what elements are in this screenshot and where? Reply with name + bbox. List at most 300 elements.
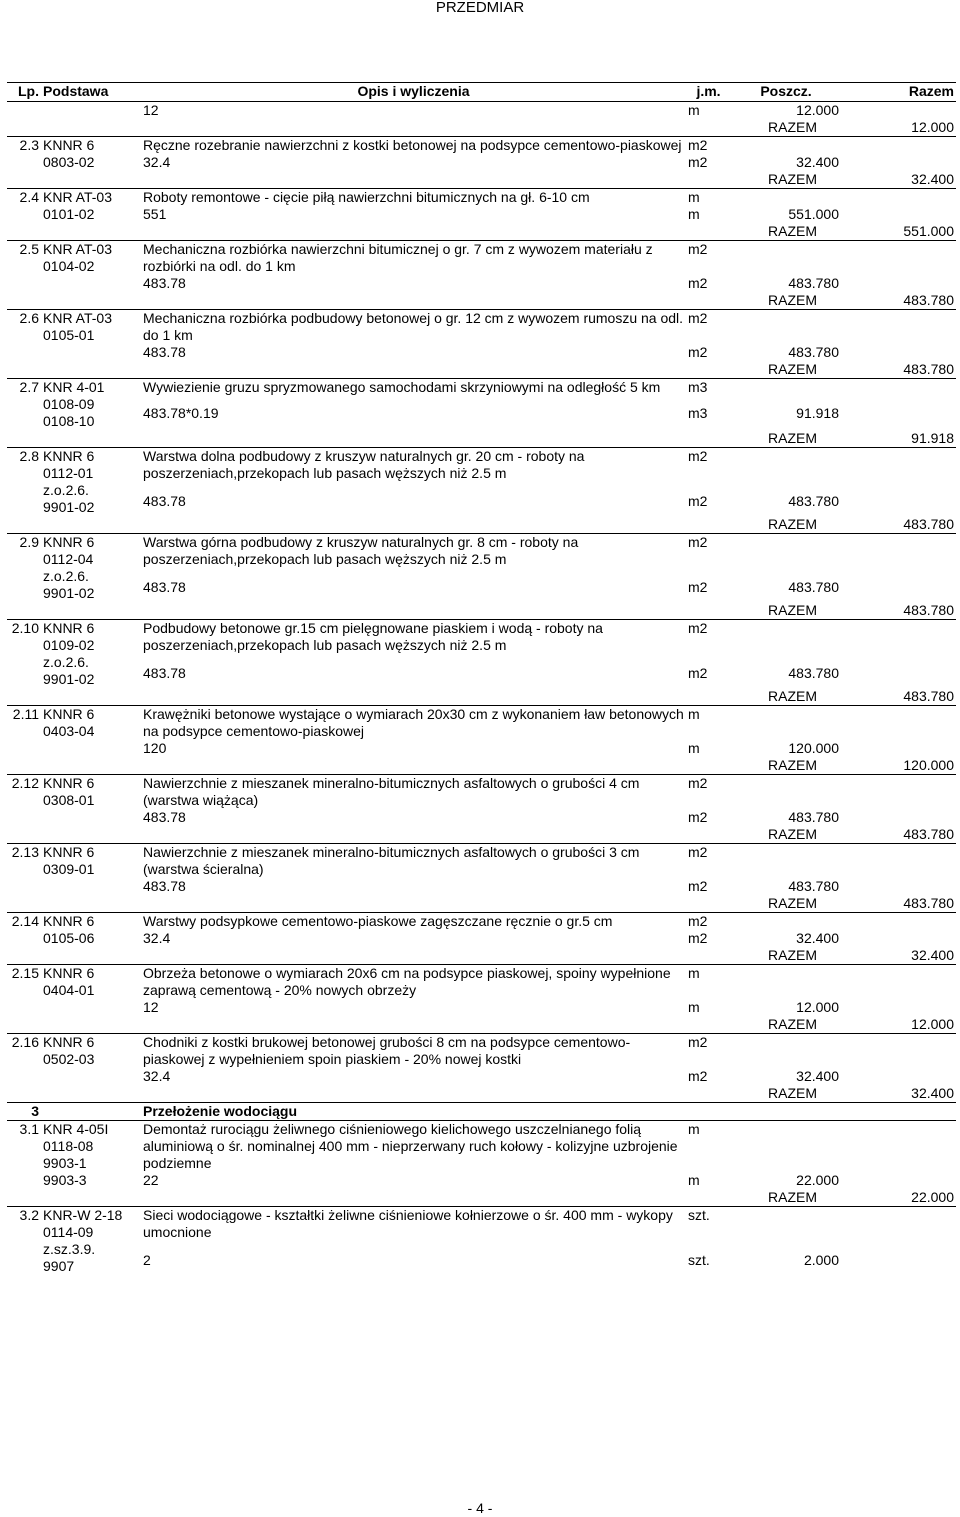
- empty-cell: [731, 1034, 841, 1069]
- razem-row: [7, 1085, 956, 1103]
- empty-cell: [841, 137, 956, 155]
- calc-value: 12.000: [796, 999, 839, 1015]
- empty-cell: [841, 878, 956, 895]
- razem-label: RAZEM: [768, 119, 817, 135]
- empty-cell: [7, 579, 41, 602]
- item-description: Obrzeża betonowe o wymiarach 20x6 cm na podsypce piaskowej, spoiny wypełnione zaprawą cementową - 20% nowych obrzeży: [141, 965, 686, 1000]
- empty-cell: [841, 1207, 956, 1253]
- item-description: Mechaniczna rozbiórka nawierzchni bitumicznej o gr. 7 cm z wywozem materiału z rozbiórki na odl. do 1 km: [141, 241, 686, 276]
- razem-label: RAZEM: [768, 223, 817, 239]
- calc-expression: 483.78: [143, 809, 186, 825]
- przedmiar-table: [7, 82, 956, 1275]
- podstawa-line: 0308-01: [43, 792, 95, 808]
- razem-row: [7, 516, 956, 534]
- empty-cell: [7, 665, 41, 688]
- item-lp: 2.14: [7, 913, 41, 931]
- item-lp: 2.5: [7, 241, 41, 276]
- item-calc-row: [7, 1252, 956, 1275]
- razem-label: RAZEM: [768, 688, 817, 704]
- item-row: [7, 1207, 956, 1253]
- podstawa-line: 9901-02: [43, 499, 95, 515]
- item-podstawa: [41, 706, 141, 758]
- item-calc-row: [7, 1068, 956, 1085]
- page-number: - 4 -: [467, 1500, 493, 1516]
- item-podstawa: [41, 241, 141, 293]
- empty-cell: [841, 620, 956, 666]
- item-podstawa: [41, 965, 141, 1017]
- item-calc-row: [7, 930, 956, 947]
- podstawa-line: 9907: [43, 1258, 75, 1274]
- item-jm: m2: [686, 775, 731, 810]
- podstawa-line: 0502-03: [43, 1051, 95, 1067]
- razem-value: 91.918: [911, 430, 954, 446]
- razem-row: [7, 171, 956, 189]
- item-podstawa: [41, 620, 141, 689]
- podstawa-line: 0109-02: [43, 637, 95, 653]
- item-calc-row: [7, 206, 956, 223]
- calc-expression: 483.78: [143, 344, 186, 360]
- empty-cell: [41, 1103, 141, 1121]
- podstawa-line: KNR 4-05I: [43, 1121, 109, 1137]
- razem-label: RAZEM: [768, 947, 817, 963]
- item-podstawa: [41, 913, 141, 948]
- item-description: Chodniki z kostki brukowej betonowej grubości 8 cm na podsypce cementowo-piaskowej z wypełnieniem spoin piaskiem - 20% nowej kostki: [141, 1034, 686, 1069]
- empty-cell: [7, 1252, 41, 1275]
- razem-label: RAZEM: [768, 292, 817, 308]
- calc-unit: m: [688, 740, 700, 756]
- empty-cell: [841, 1252, 956, 1275]
- calc-unit: m2: [688, 275, 708, 291]
- item-lp: 3.2: [7, 1207, 41, 1253]
- calc-expression: 32.4: [143, 1068, 171, 1084]
- col-lp: Lp.: [7, 83, 41, 102]
- item-calc-row: [7, 878, 956, 895]
- calc-value: 551.000: [788, 206, 839, 222]
- razem-label: RAZEM: [768, 826, 817, 842]
- item-podstawa: [41, 775, 141, 827]
- item-row: [7, 137, 956, 155]
- empty-cell: [841, 1034, 956, 1069]
- empty-cell: [731, 1207, 841, 1253]
- podstawa-line: z.o.2.6.: [43, 482, 89, 498]
- item-podstawa: [41, 1121, 141, 1190]
- razem-label: RAZEM: [768, 1016, 817, 1032]
- col-opis: Opis i wyliczenia: [141, 83, 686, 102]
- razem-row: [7, 1189, 956, 1207]
- item-jm: m3: [686, 379, 731, 405]
- empty-cell: [731, 310, 841, 345]
- item-description: Podbudowy betonowe gr.15 cm pielęgnowane piaskiem i wodą - roboty na poszerzeniach,przekopach lub pasach węższych niż 2.5 m: [141, 620, 686, 666]
- calc-unit: szt.: [688, 1252, 710, 1269]
- item-jm: m: [686, 1121, 731, 1173]
- empty-cell: [841, 534, 956, 580]
- podstawa-line: KNNR 6: [43, 534, 95, 550]
- section-title: Przełożenie wodociągu: [141, 1103, 686, 1121]
- razem-value: 483.780: [903, 361, 954, 377]
- podstawa-line: KNNR 6: [43, 913, 95, 929]
- item-calc-row: [7, 1172, 956, 1189]
- empty-cell: [841, 344, 956, 361]
- podstawa-line: KNNR 6: [43, 706, 95, 722]
- podstawa-line: KNR AT-03: [43, 310, 112, 326]
- empty-cell: [7, 102, 41, 120]
- podstawa-line: 9903-3: [43, 1172, 87, 1188]
- item-description: Ręczne rozebranie nawierzchni z kostki betonowej na podsypce cementowo-piaskowej: [141, 137, 686, 155]
- empty-cell: [7, 740, 41, 757]
- empty-cell: [841, 493, 956, 516]
- item-calc-row: [7, 493, 956, 516]
- podstawa-line: 0114-09: [43, 1224, 94, 1240]
- empty-cell: [7, 344, 41, 361]
- podstawa-line: KNR AT-03: [43, 241, 112, 257]
- empty-cell: [841, 706, 956, 741]
- razem-row: [7, 688, 956, 706]
- item-jm: m: [686, 706, 731, 741]
- razem-value: 22.000: [911, 1189, 954, 1205]
- table-header: [7, 83, 956, 102]
- empty-cell: [731, 379, 841, 405]
- empty-cell: [7, 275, 41, 292]
- podstawa-line: 0404-01: [43, 982, 95, 998]
- podstawa-line: KNR-W 2-18: [43, 1207, 123, 1223]
- empty-cell: [841, 930, 956, 947]
- calc-unit: m2: [688, 1068, 708, 1084]
- empty-cell: [7, 930, 41, 947]
- empty-cell: [7, 878, 41, 895]
- podstawa-line: z.sz.3.9.: [43, 1241, 96, 1257]
- podstawa-line: KNNR 6: [43, 620, 95, 636]
- podstawa-line: 0403-04: [43, 723, 95, 739]
- razem-label: RAZEM: [768, 602, 817, 618]
- calc-expression: 483.78*0.19: [143, 404, 219, 421]
- podstawa-line: KNNR 6: [43, 844, 95, 860]
- item-lp: 2.11: [7, 706, 41, 741]
- razem-value: 32.400: [911, 1085, 954, 1101]
- calc-unit: m: [688, 1172, 700, 1188]
- podstawa-line: KNR AT-03: [43, 189, 112, 205]
- empty-cell: [7, 405, 41, 430]
- calc-expression: 483.78: [143, 579, 186, 596]
- calc-value: 483.780: [788, 878, 839, 894]
- razem-row: [7, 757, 956, 775]
- item-calc-row: [7, 154, 956, 171]
- empty-cell: [7, 154, 41, 171]
- item-description: Warstwy podsypkowe cementowo-piaskowe zagęszczane ręcznie o gr.5 cm: [141, 913, 686, 931]
- item-row: [7, 844, 956, 879]
- razem-label: RAZEM: [768, 171, 817, 187]
- calc-expression: 483.78: [143, 665, 186, 682]
- calc-value: 91.918: [796, 404, 839, 421]
- calc-expression: 483.78: [143, 275, 186, 291]
- empty-cell: [841, 1068, 956, 1085]
- empty-cell: [731, 620, 841, 666]
- item-lp: 2.8: [7, 448, 41, 494]
- item-calc-row: [7, 275, 956, 292]
- calc-unit: m2: [688, 154, 708, 170]
- empty-cell: [841, 809, 956, 826]
- empty-cell: [731, 706, 841, 741]
- item-jm: m2: [686, 448, 731, 494]
- col-podstawa: Podstawa: [41, 83, 141, 102]
- item-row: [7, 706, 956, 741]
- item-description: Krawężniki betonowe wystające o wymiarach 20x30 cm z wykonaniem ław betonowych na podsypce cementowo-piaskowej: [141, 706, 686, 741]
- calc-value: 483.780: [788, 809, 839, 825]
- razem-value: 32.400: [911, 171, 954, 187]
- calc-unit: m2: [688, 930, 708, 946]
- empty-cell: [841, 154, 956, 171]
- calc-unit: m2: [688, 579, 708, 596]
- empty-cell: [731, 844, 841, 879]
- calc-value: 483.780: [788, 493, 839, 510]
- razem-value: 483.780: [903, 516, 954, 532]
- col-poszcz: Poszcz.: [731, 83, 841, 102]
- item-jm: m2: [686, 844, 731, 879]
- calc-value: 32.400: [796, 930, 839, 946]
- empty-cell: [841, 189, 956, 207]
- empty-cell: [841, 206, 956, 223]
- empty-cell: [841, 665, 956, 688]
- item-lp: 2.13: [7, 844, 41, 879]
- empty-cell: [841, 740, 956, 757]
- empty-cell: [841, 1121, 956, 1173]
- empty-cell: [731, 775, 841, 810]
- podstawa-line: 0104-02: [43, 258, 95, 274]
- empty-cell: [7, 1172, 41, 1189]
- razem-label: RAZEM: [768, 757, 817, 773]
- item-calc-row: [7, 665, 956, 688]
- item-podstawa: [41, 1207, 141, 1276]
- empty-cell: [841, 310, 956, 345]
- podstawa-line: 0105-06: [43, 930, 95, 946]
- item-podstawa: [41, 310, 141, 362]
- calc-expression: 483.78: [143, 493, 186, 510]
- item-jm: m2: [686, 310, 731, 345]
- calc-value: 32.400: [796, 1068, 839, 1084]
- calc-expression: 551: [143, 206, 167, 222]
- calc-value: 12.000: [796, 102, 839, 118]
- razem-value: 32.400: [911, 947, 954, 963]
- col-razem: Razem: [841, 83, 956, 102]
- item-jm: m2: [686, 1034, 731, 1069]
- empty-cell: [7, 1068, 41, 1085]
- item-jm: m2: [686, 620, 731, 666]
- empty-cell: [731, 1121, 841, 1173]
- podstawa-line: 0118-08: [43, 1138, 94, 1154]
- razem-label: RAZEM: [768, 895, 817, 911]
- razem-label: RAZEM: [768, 516, 817, 532]
- empty-cell: [731, 1103, 841, 1121]
- item-calc-row: [7, 740, 956, 757]
- razem-row: [7, 430, 956, 448]
- item-calc-row: [7, 405, 956, 430]
- item-description: Warstwa dolna podbudowy z kruszyw naturalnych gr. 20 cm - roboty na poszerzeniach,przekopach lub pasach węższych niż 2.5 m: [141, 448, 686, 494]
- razem-row: [7, 602, 956, 620]
- razem-value: 551.000: [903, 223, 954, 239]
- razem-row: [7, 895, 956, 913]
- item-row: [7, 310, 956, 345]
- calc-unit: m: [688, 999, 700, 1015]
- empty-cell: [841, 1172, 956, 1189]
- empty-cell: [7, 809, 41, 826]
- item-jm: szt.: [686, 1207, 731, 1253]
- item-row: [7, 1034, 956, 1069]
- razem-value: 483.780: [903, 688, 954, 704]
- podstawa-line: 9903-1: [43, 1155, 87, 1171]
- item-description: Sieci wodociągowe - kształtki żeliwne ciśnieniowe kołnierzowe o śr. 400 mm - wykopy umocnione: [141, 1207, 686, 1253]
- item-jm: m2: [686, 137, 731, 155]
- empty-cell: [841, 275, 956, 292]
- item-description: Nawierzchnie z mieszanek mineralno-bitumicznych asfaltowych o grubości 4 cm (warstwa wiążąca): [141, 775, 686, 810]
- empty-cell: [731, 189, 841, 207]
- podstawa-line: KNR 4-01: [43, 379, 105, 395]
- razem-value: 120.000: [903, 757, 954, 773]
- item-calc-row: [7, 579, 956, 602]
- calc-value: 120.000: [788, 740, 839, 756]
- podstawa-line: KNNR 6: [43, 965, 95, 981]
- razem-row: [7, 223, 956, 241]
- item-lp: 3.1: [7, 1121, 41, 1173]
- razem-label: RAZEM: [768, 1085, 817, 1101]
- item-lp: 2.12: [7, 775, 41, 810]
- calc-value: 483.780: [788, 579, 839, 596]
- empty-cell: [731, 448, 841, 494]
- razem-row: [7, 361, 956, 379]
- empty-cell: [731, 241, 841, 276]
- empty-cell: [7, 999, 41, 1016]
- empty-cell: [731, 534, 841, 580]
- item-lp: 2.4: [7, 189, 41, 207]
- section-number: 3: [7, 1103, 41, 1121]
- item-podstawa: [41, 844, 141, 896]
- item-jm: m2: [686, 241, 731, 276]
- item-row: [7, 1121, 956, 1173]
- razem-value: 483.780: [903, 602, 954, 618]
- empty-cell: [841, 241, 956, 276]
- calc-expression: 2: [143, 1252, 151, 1269]
- empty-cell: [731, 913, 841, 931]
- empty-cell: [841, 775, 956, 810]
- calc-expression: 22: [143, 1172, 159, 1188]
- item-row: [7, 241, 956, 276]
- empty-cell: [841, 405, 956, 430]
- item-description: Wywiezienie gruzu spryzmowanego samochodami skrzyniowymi na odległość 5 km: [141, 379, 686, 405]
- empty-cell: [731, 965, 841, 1000]
- item-calc-row: [7, 809, 956, 826]
- item-description: Nawierzchnie z mieszanek mineralno-bitumicznych asfaltowych o grubości 3 cm (warstwa ścieralna): [141, 844, 686, 879]
- item-jm: m2: [686, 913, 731, 931]
- calc-unit: m2: [688, 493, 708, 510]
- empty-cell: [841, 379, 956, 405]
- item-podstawa: [41, 379, 141, 431]
- podstawa-line: KNNR 6: [43, 448, 95, 464]
- podstawa-line: z.o.2.6.: [43, 654, 89, 670]
- empty-cell: [841, 102, 956, 120]
- calc-unit: m3: [688, 404, 708, 421]
- item-calc-row: [7, 344, 956, 361]
- item-podstawa: [41, 1034, 141, 1086]
- calc-value: 483.780: [788, 344, 839, 360]
- empty-cell: [41, 102, 141, 120]
- section-row: [7, 1103, 956, 1121]
- calc-unit: m: [688, 206, 700, 222]
- podstawa-line: 9901-02: [43, 585, 95, 601]
- item-lp: 2.3: [7, 137, 41, 155]
- item-row: [7, 448, 956, 494]
- calc-unit: m2: [688, 665, 708, 682]
- item-row: [7, 189, 956, 207]
- razem-row: [7, 119, 956, 137]
- podstawa-line: 0108-09: [43, 396, 95, 412]
- item-description: Demontaż rurociągu żeliwnego ciśnieniowego kielichowego uszczelnianego folią aluminiową o śr. nominalnej 400 mm - nieprzerwany ruch kołowy - kolizyjne uzbrojenie podziemne: [141, 1121, 686, 1173]
- podstawa-line: KNNR 6: [43, 1034, 95, 1050]
- empty-cell: [686, 1103, 731, 1121]
- item-lp: 2.15: [7, 965, 41, 1000]
- empty-cell: [841, 1103, 956, 1121]
- item-podstawa: [41, 189, 141, 224]
- calc-unit: m2: [688, 344, 708, 360]
- lead-calc-row: [7, 102, 956, 120]
- empty-cell: [841, 579, 956, 602]
- calc-expression: 32.4: [143, 154, 171, 170]
- empty-cell: [7, 206, 41, 223]
- calc-expression: 12: [143, 999, 159, 1015]
- item-lp: 2.10: [7, 620, 41, 666]
- item-description: Warstwa górna podbudowy z kruszyw naturalnych gr. 8 cm - roboty na poszerzeniach,przekopach lub pasach węższych niż 2.5 m: [141, 534, 686, 580]
- calc-expression: 483.78: [143, 878, 186, 894]
- empty-cell: [731, 137, 841, 155]
- empty-cell: [841, 965, 956, 1000]
- podstawa-line: 0101-02: [43, 206, 95, 222]
- calc-value: 22.000: [796, 1172, 839, 1188]
- razem-row: [7, 292, 956, 310]
- podstawa-line: 0105-01: [43, 327, 95, 343]
- item-jm: m: [686, 189, 731, 207]
- calc-unit: m: [688, 102, 700, 118]
- item-row: [7, 775, 956, 810]
- empty-cell: [841, 844, 956, 879]
- item-row: [7, 379, 956, 405]
- podstawa-line: z.o.2.6.: [43, 568, 89, 584]
- podstawa-line: KNNR 6: [43, 775, 95, 791]
- calc-value: 483.780: [788, 275, 839, 291]
- item-podstawa: [41, 137, 141, 172]
- podstawa-line: 9901-02: [43, 671, 95, 687]
- item-podstawa: [41, 534, 141, 603]
- item-jm: m: [686, 965, 731, 1000]
- item-row: [7, 534, 956, 580]
- item-calc-row: [7, 999, 956, 1016]
- razem-label: RAZEM: [768, 430, 817, 446]
- razem-value: 12.000: [911, 119, 954, 135]
- page-title: PRZEDMIAR: [435, 0, 525, 16]
- calc-expression: 12: [143, 102, 159, 118]
- razem-row: [7, 947, 956, 965]
- empty-cell: [841, 448, 956, 494]
- podstawa-line: KNNR 6: [43, 137, 95, 153]
- podstawa-line: 0112-01: [43, 465, 94, 481]
- razem-label: RAZEM: [768, 361, 817, 377]
- item-lp: 2.7: [7, 379, 41, 405]
- item-row: [7, 913, 956, 931]
- calc-value: 2.000: [803, 1252, 839, 1269]
- calc-expression: 32.4: [143, 930, 171, 946]
- podstawa-line: 0803-02: [43, 154, 95, 170]
- empty-cell: [7, 493, 41, 516]
- calc-value: 483.780: [788, 665, 839, 682]
- item-podstawa: [41, 448, 141, 517]
- podstawa-line: 0108-10: [43, 413, 95, 429]
- razem-value: 483.780: [903, 826, 954, 842]
